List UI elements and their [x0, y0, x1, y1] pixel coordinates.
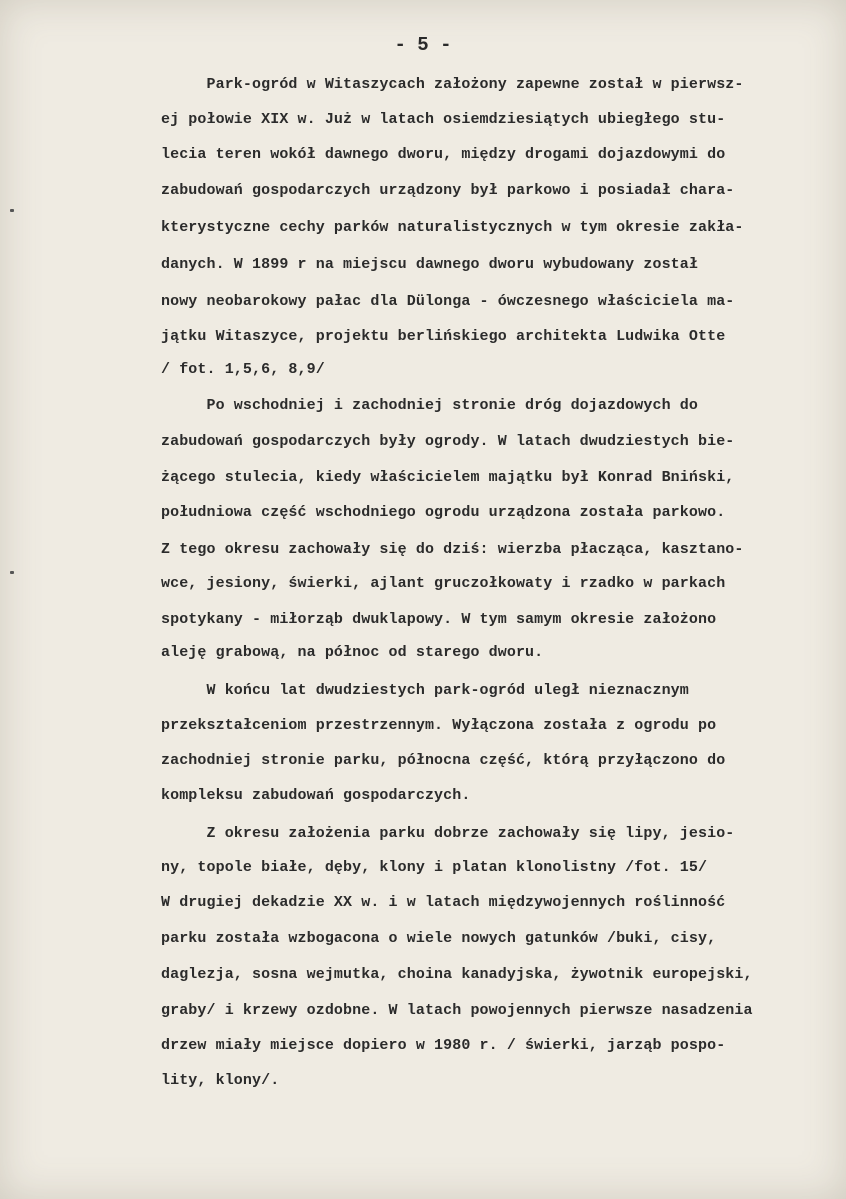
- text-line: zachodniej stronie parku, północna część, którą przyłączono do: [161, 752, 726, 769]
- text-line: kompleksu zabudowań gospodarczych.: [161, 787, 471, 804]
- margin-mark: [10, 209, 14, 212]
- text-line: spotykany - miłorząb dwuklapowy. W tym samym okresie założono: [161, 611, 717, 628]
- text-line: kterystyczne cechy parków naturalistycznych w tym okresie zakła-: [161, 219, 744, 236]
- text-line: danych. W 1899 r na miejscu dawnego dworu wybudowany został: [161, 256, 698, 273]
- text-line: ej połowie XIX w. Już w latach osiemdziesiątych ubiegłego stu-: [161, 111, 726, 128]
- text-line: nowy neobarokowy pałac dla Dülonga - ówczesnego właściciela ma-: [161, 293, 735, 310]
- text-line: daglezja, sosna wejmutka, choina kanadyjska, żywotnik europejski,: [161, 966, 753, 983]
- text-line: wce, jesiony, świerki, ajlant gruczołkowaty i rzadko w parkach: [161, 575, 726, 592]
- text-line: południowa część wschodniego ogrodu urządzona została parkowo.: [161, 504, 726, 521]
- text-line: graby/ i krzewy ozdobne. W latach powojennych pierwsze nasadzenia: [161, 1002, 753, 1019]
- text-line: parku została wzbogacona o wiele nowych gatunków /buki, cisy,: [161, 930, 717, 947]
- text-line: przekształceniom przestrzennym. Wyłączona została z ogrodu po: [161, 717, 717, 734]
- text-line: jątku Witaszyce, projektu berlińskiego architekta Ludwika Otte: [161, 328, 726, 345]
- text-line: zabudowań gospodarczych urządzony był parkowo i posiadał chara-: [161, 182, 735, 199]
- text-line: aleję grabową, na północ od starego dworu.: [161, 644, 544, 661]
- page-number: - 5 -: [394, 34, 452, 56]
- text-line: zabudowań gospodarczych były ogrody. W latach dwudziestych bie-: [161, 433, 735, 450]
- text-line: drzew miały miejsce dopiero w 1980 r. / świerki, jarząb pospo-: [161, 1037, 726, 1054]
- text-line: lity, klony/.: [161, 1072, 280, 1089]
- text-line: / fot. 1,5,6, 8,9/: [161, 361, 325, 378]
- text-line: lecia teren wokół dawnego dworu, między drogami dojazdowymi do: [161, 146, 726, 163]
- text-line: W końcu lat dwudziestych park-ogród uległ nieznacznym: [161, 682, 689, 699]
- text-line: Park-ogród w Witaszycach założony zapewne został w pierwsz-: [161, 76, 744, 93]
- margin-mark: [10, 571, 14, 574]
- text-line: ny, topole białe, dęby, klony i platan klonolistny /fot. 15/: [161, 859, 708, 876]
- text-line: żącego stulecia, kiedy właścicielem majątku był Konrad Bniński,: [161, 469, 735, 486]
- text-line: Po wschodniej i zachodniej stronie dróg dojazdowych do: [161, 397, 698, 414]
- text-line: Z okresu założenia parku dobrze zachowały się lipy, jesio-: [161, 825, 735, 842]
- text-line: Z tego okresu zachowały się do dziś: wierzba płacząca, kasztano-: [161, 541, 744, 558]
- text-line: W drugiej dekadzie XX w. i w latach międzywojennych roślinność: [161, 894, 726, 911]
